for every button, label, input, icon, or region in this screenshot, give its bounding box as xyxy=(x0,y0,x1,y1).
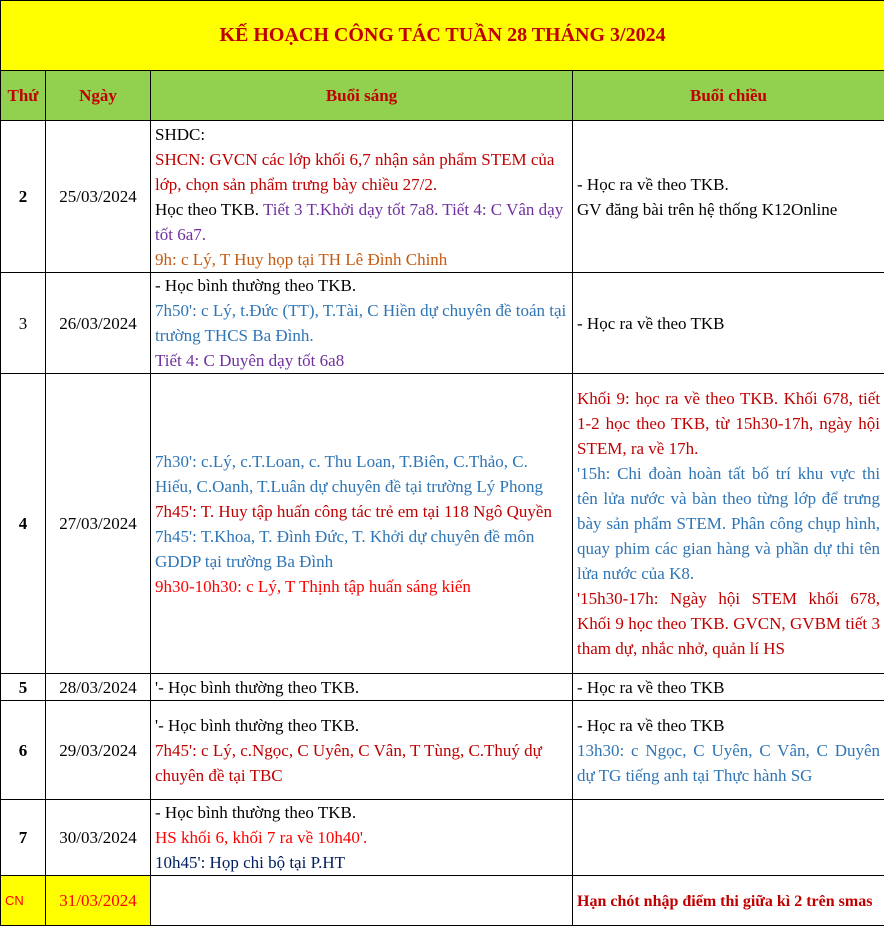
afternoon-cell xyxy=(573,701,884,800)
cell-line xyxy=(577,738,880,788)
text-segment: - Học ra về theo TKB xyxy=(577,716,724,735)
table-row xyxy=(1,121,884,273)
table-row xyxy=(1,876,884,926)
cell-line xyxy=(155,273,568,298)
text-segment: - Học bình thường theo TKB. xyxy=(155,276,356,295)
date-cell: 26/03/2024 xyxy=(46,273,151,374)
day-of-week-cell: 6 xyxy=(1,701,46,800)
text-segment: 7h50': c Lý, t.Đức (TT), T.Tài, C Hiền dự chuyên đề toán tại trường THCS Ba Đình. xyxy=(155,301,566,345)
text-segment: Học theo TKB. xyxy=(155,200,263,219)
date-cell: 31/03/2024 xyxy=(46,876,151,926)
cell-line xyxy=(155,825,568,850)
cell-line xyxy=(577,461,880,586)
cell-line xyxy=(155,122,568,147)
cell-line xyxy=(577,197,880,222)
text-segment: '15h: Chi đoàn hoàn tất bố trí khu vực thi tên lửa nước và bàn theo từng lớp để trưng bày sản phẩm STEM. Phân công chụp hình, quay phim các gian hàng và phần dự thi tên lửa nước của K8. xyxy=(577,464,880,583)
text-segment: '- Học bình thường theo TKB. xyxy=(155,716,359,735)
afternoon-cell xyxy=(573,121,884,273)
day-of-week-cell: 3 xyxy=(1,273,46,374)
text-segment: HS khối 6, khối 7 ra về 10h40'. xyxy=(155,828,367,847)
day-of-week-cell: CN xyxy=(1,876,46,926)
cell-line xyxy=(155,449,568,499)
cell-line xyxy=(577,713,880,738)
text-segment: - Học ra về theo TKB xyxy=(577,678,724,697)
cell-line xyxy=(577,311,880,336)
cell-line xyxy=(577,888,880,914)
afternoon-cell xyxy=(573,374,884,674)
day-of-week-cell: 4 xyxy=(1,374,46,674)
date-cell: 30/03/2024 xyxy=(46,800,151,876)
day-of-week-cell: 2 xyxy=(1,121,46,273)
text-segment: 7h45': c Lý, c.Ngọc, C Uyên, C Vân, T Tùng, C.Thuý dự chuyên đề tại TBC xyxy=(155,741,542,785)
text-segment: Hạn chót nhập điểm thi giữa kì 2 trên smas xyxy=(577,893,872,910)
cell-line xyxy=(155,850,568,875)
text-segment: '15h30-17h: Ngày hội STEM khối 678, Khối 9 học theo TKB. GVCN, GVBM tiết 3 tham dự, nhắc nhở, quản lí HS xyxy=(577,589,880,658)
cell-line xyxy=(577,675,880,700)
text-segment: - Học ra về theo TKB. xyxy=(577,175,729,194)
header-buoi-sang: Buổi sáng xyxy=(151,71,573,121)
text-segment: Tiết 3 T.Khởi dạy tốt 7a8. Tiết 4: C Vân dạy tốt 6a7. xyxy=(155,200,563,244)
text-segment: 10h45': Họp chi bộ tại P.HT xyxy=(155,853,345,872)
cell-line xyxy=(155,574,568,599)
text-segment: 7h45': T.Khoa, T. Đình Đức, T. Khởi dự chuyên đề môn GDDP tại trường Ba Đình xyxy=(155,527,534,571)
cell-line xyxy=(155,713,568,738)
text-segment: - Học ra về theo TKB xyxy=(577,314,724,333)
cell-line xyxy=(155,348,568,373)
header-row xyxy=(1,71,884,121)
morning-cell xyxy=(151,121,573,273)
cell-line xyxy=(155,800,568,825)
morning-cell xyxy=(151,273,573,374)
text-segment: 9h: c Lý, T Huy họp tại TH Lê Đình Chinh xyxy=(155,250,447,269)
text-segment: GV đăng bài trên hệ thống K12Online xyxy=(577,200,837,219)
table-row xyxy=(1,701,884,800)
cell-line xyxy=(155,197,568,247)
text-segment: 9h30-10h30: c Lý, T Thịnh tập huấn sáng kiến xyxy=(155,577,471,596)
text-segment: '- Học bình thường theo TKB. xyxy=(155,678,359,697)
cell-line xyxy=(577,586,880,661)
table-row xyxy=(1,800,884,876)
table-row xyxy=(1,674,884,701)
date-cell: 29/03/2024 xyxy=(46,701,151,800)
afternoon-cell xyxy=(573,800,884,876)
header-buoi-chieu: Buổi chiều xyxy=(573,71,884,121)
afternoon-cell xyxy=(573,876,884,926)
morning-cell xyxy=(151,701,573,800)
header-ngay: Ngày xyxy=(46,71,151,121)
text-segment: 13h30: c Ngọc, C Uyên, C Vân, C Duyên dự TG tiếng anh tại Thực hành SG xyxy=(577,741,880,785)
text-segment: SHDC: xyxy=(155,125,205,144)
table-row xyxy=(1,374,884,674)
header-thu: Thứ xyxy=(1,71,46,121)
cell-line xyxy=(155,675,568,700)
date-cell: 28/03/2024 xyxy=(46,674,151,701)
cell-line xyxy=(155,247,568,272)
date-cell: 27/03/2024 xyxy=(46,374,151,674)
cell-line xyxy=(155,499,568,524)
morning-cell xyxy=(151,876,573,926)
plan-title: KẾ HOẠCH CÔNG TÁC TUẦN 28 THÁNG 3/2024 xyxy=(1,1,884,71)
afternoon-cell xyxy=(573,674,884,701)
afternoon-cell xyxy=(573,273,884,374)
cell-line xyxy=(577,386,880,461)
cell-line xyxy=(155,298,568,348)
cell-line xyxy=(155,738,568,788)
text-segment: - Học bình thường theo TKB. xyxy=(155,803,356,822)
cell-line xyxy=(577,172,880,197)
text-segment: SHCN: GVCN các lớp khối 6,7 nhận sản phẩm STEM của lớp, chọn sản phẩm trưng bày chiều 27/2. xyxy=(155,150,554,194)
text-segment: 7h45': T. Huy tập huấn công tác trẻ em tại 118 Ngô Quyền xyxy=(155,502,552,521)
day-of-week-cell: 5 xyxy=(1,674,46,701)
cell-line xyxy=(155,147,568,197)
text-segment: Khối 9: học ra về theo TKB. Khối 678, tiết 1-2 học theo TKB, từ 15h30-17h, ngày hội STEM, ra về 17h. xyxy=(577,389,880,458)
table-row xyxy=(1,273,884,374)
day-of-week-cell: 7 xyxy=(1,800,46,876)
text-segment: 7h30': c.Lý, c.T.Loan, c. Thu Loan, T.Biên, C.Thảo, C. Hiếu, C.Oanh, T.Luân dự chuyên đề tại trường Lý Phong xyxy=(155,452,543,496)
morning-cell xyxy=(151,374,573,674)
morning-cell xyxy=(151,674,573,701)
date-cell: 25/03/2024 xyxy=(46,121,151,273)
cell-line xyxy=(155,524,568,574)
title-row xyxy=(1,1,884,71)
morning-cell xyxy=(151,800,573,876)
text-segment: Tiết 4: C Duyên dạy tốt 6a8 xyxy=(155,351,344,370)
